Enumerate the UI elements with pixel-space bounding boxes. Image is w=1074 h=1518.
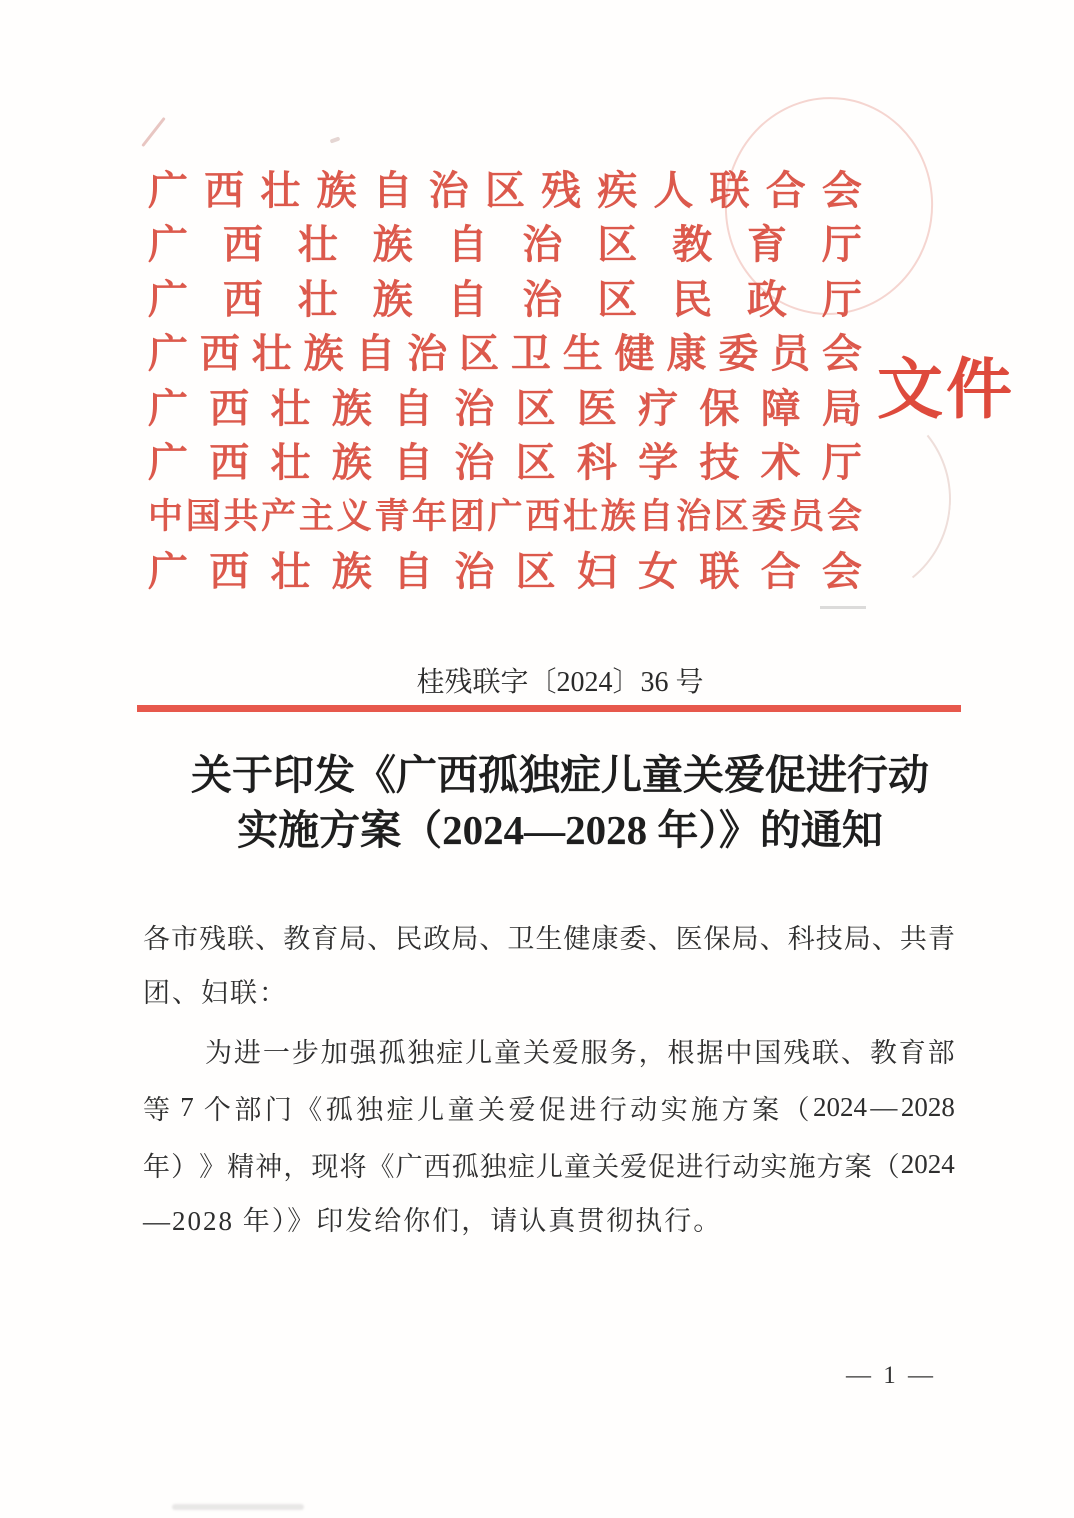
body-line-2: 等 7 个 部 门 《 孤 独 症 儿 童 关 爱 促 进 行 动 实 施 方 案 （ 2024 — 2028: [143, 1092, 955, 1125]
page-number: — 1 —: [846, 1362, 936, 1389]
scan-bottom-smudge: [172, 1504, 304, 1510]
doc-number: 桂残联字〔2024〕36 号: [416, 667, 704, 698]
agency-line-5: 广 西 壮 族 自 治 区 医 疗 保 障 局: [148, 385, 862, 431]
agency-line-2: 广 西 壮 族 自 治 区 教 育 厅: [148, 222, 862, 268]
salutation-line-2: 团、妇联：: [143, 978, 288, 1008]
agency-line-1: 广 西 壮 族 自 治 区 残 疾 人 联 合 会: [148, 167, 862, 213]
body-line-3: 年 ） 》 精 神 ， 现 将 《 广 西 孤 独 症 儿 童 关 爱 促 进 行 动 实 施 方 案 （ 2024: [143, 1149, 955, 1182]
document-body: [143, 908, 955, 1250]
scan-smudge: [820, 606, 866, 609]
title-line-1: 关于印发《广西孤独症儿童关爱促进行动: [191, 752, 929, 798]
body-line-4: —2028 年）》印发给你们，请认真贯彻执行。: [143, 1206, 723, 1236]
scan-speck: [330, 136, 341, 143]
salutation-line-1: 各 市 残 联 、 教 育 局 、 民 政 局 、 卫 生 健 康 委 、 医 保 局 、 科 技 局 、 共 青: [143, 924, 955, 954]
document-title: [120, 748, 1000, 858]
agency-line-7: 中 国 共 产 主 义 青 年 团 广 西 壮 族 自 治 区 委 员 会: [148, 497, 862, 537]
letterhead-agency-list: [148, 160, 862, 596]
title-line-2: 实施方案（2024—2028 年）》的通知: [237, 807, 883, 853]
agency-line-3: 广 西 壮 族 自 治 区 民 政 厅: [148, 276, 862, 322]
agency-line-6: 广 西 壮 族 自 治 区 科 学 技 术 厅: [148, 440, 862, 486]
scan-scratch-mark: [141, 117, 166, 147]
red-separator-rule: [137, 705, 961, 712]
body-line-1: 为 进 一 步 加 强 孤 独 症 儿 童 关 爱 服 务 ， 根 据 中 国 残 联 、 教 育 部: [205, 1038, 955, 1068]
doc-type-label: 文件: [877, 352, 1015, 426]
agency-line-8: 广 西 壮 族 自 治 区 妇 女 联 合 会: [148, 549, 862, 595]
agency-line-4: 广 西 壮 族 自 治 区 卫 生 健 康 委 员 会: [148, 331, 862, 377]
